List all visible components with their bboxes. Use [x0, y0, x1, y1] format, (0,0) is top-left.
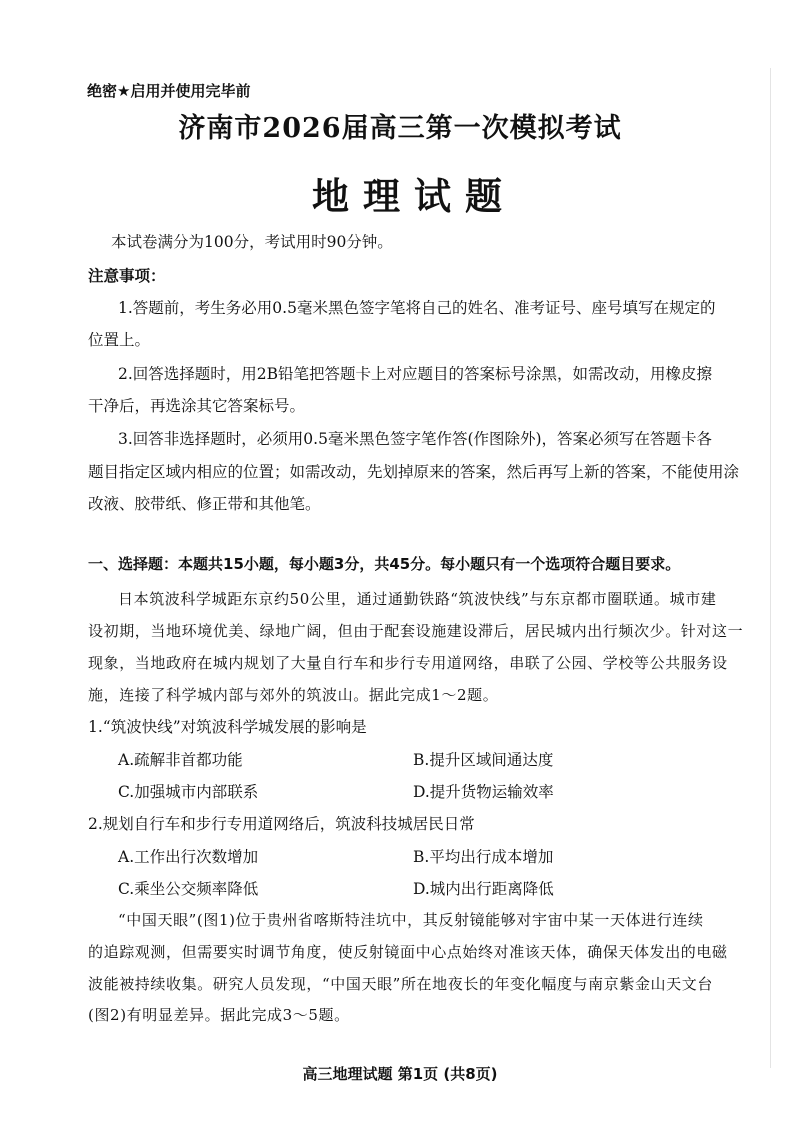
question-stem: 1.“筑波快线”对筑波科学城发展的影响是: [88, 718, 367, 736]
confidential-label: 绝密★启用并使用完毕前: [87, 82, 251, 100]
notice-line: 2.回答选择题时，用2B铅笔把答题卡上对应题目的答案标号涂黑，如需改动，用橡皮擦: [118, 365, 713, 383]
option-c: C.加强城市内部联系: [118, 783, 259, 801]
notice-line: 位置上。: [88, 331, 151, 349]
stimulus-line: 现象，当地政府在城内规划了大量自行车和步行专用道网络，串联了公园、学校等公共服务设: [88, 654, 728, 672]
notice-line: 题目指定区域内相应的位置；如需改动，先划掉原来的答案，然后再写上新的答案，不能使用涂: [88, 463, 740, 481]
option-d: D.提升货物运输效率: [413, 783, 554, 801]
stimulus-line: 波能被持续收集。研究人员发现，“中国天眼”所在地夜长的年变化幅度与南京紫金山天文台: [88, 975, 713, 993]
option-a: A.疏解非首都功能: [118, 751, 243, 769]
option-d: D.城内出行距离降低: [413, 880, 554, 898]
option-b: B.平均出行成本增加: [413, 848, 554, 866]
stimulus-line: “中国天眼”(图1)位于贵州省喀斯特洼坑中，其反射镜能够对宇宙中某一天体进行连续: [118, 911, 704, 929]
option-c: C.乘坐公交频率降低: [118, 880, 259, 898]
score-time-note: 本试卷满分为100分，考试用时90分钟。: [111, 233, 393, 251]
notice-line: 3.回答非选择题时，必须用0.5毫米黑色签字笔作答(作图除外)，答案必须写在答题卡各: [118, 430, 713, 448]
stimulus-line: 施，连接了科学城内部与郊外的筑波山。据此完成1～2题。: [88, 686, 499, 704]
option-a: A.工作出行次数增加: [118, 848, 259, 866]
section-heading: 一、选择题：本题共15小题，每小题3分，共45分。每小题只有一个选项符合题目要求。: [88, 555, 681, 573]
notice-line: 干净后，再选涂其它答案标号。: [88, 397, 306, 415]
page-footer: 高三地理试题 第1页 (共8页): [302, 1065, 498, 1083]
option-b: B.提升区域间通达度: [413, 751, 554, 769]
subject-title: 地理试题: [312, 174, 516, 218]
exam-title: 济南市2026届高三第一次模拟考试: [178, 113, 622, 144]
notice-line: 1.答题前，考生务必用0.5毫米黑色签字笔将自己的姓名、准考证号、座号填写在规定的: [118, 299, 716, 317]
stimulus-line: 日本筑波科学城距东京约50公里，通过通勤铁路“筑波快线”与东京都市圈联通。城市建: [118, 590, 717, 608]
question-stem: 2.规划自行车和步行专用道网络后，筑波科技城居民日常: [88, 815, 475, 833]
stimulus-line: 的追踪观测，但需要实时调节角度，使反射镜面中心点始终对准该天体，确保天体发出的电磁: [88, 943, 728, 961]
scan-edge-line: [770, 68, 771, 1068]
stimulus-line: (图2)有明显差异。据此完成3～5题。: [88, 1006, 350, 1024]
stimulus-line: 设初期，当地环境优美、绿地广阔，但由于配套设施建设滞后，居民城内出行频次少。针对这一: [88, 622, 744, 640]
notice-line: 改液、胶带纸、修正带和其他笔。: [88, 495, 321, 513]
notice-heading: 注意事项：: [88, 267, 166, 285]
